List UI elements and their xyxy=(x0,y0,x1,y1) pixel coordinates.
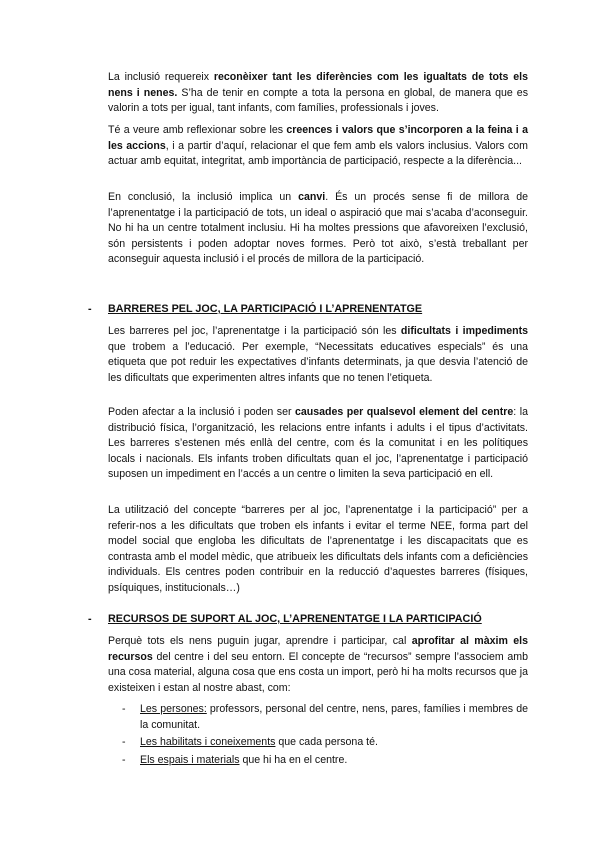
list-dash: - xyxy=(122,703,126,715)
list-item-label: Les persones: xyxy=(140,703,207,715)
bold-run: aprofitar al màxim els recursos xyxy=(108,635,528,663)
heading-text: RECURSOS DE SUPORT AL JOC, L’APRENENTATGE I LA PARTICIPACIÓ xyxy=(108,613,482,625)
text-run: del centre i del seu entorn. El concepte de “recursos” sempre l’associem amb una cosa material, alguna cosa que ens costa un import, però hi ha molts recursos que ja existeixen i estan al nostre abast, com: xyxy=(108,650,528,694)
text-run: Té a veure amb reflexionar sobre les xyxy=(108,124,287,136)
paragraph-conclusion xyxy=(108,190,528,268)
section-heading-barreres xyxy=(88,302,528,317)
bold-run: reconèixer tant les diferències com les igualtats de tots els nens i nenes. xyxy=(108,71,529,99)
paragraph-beliefs-values xyxy=(108,123,528,170)
text-run: . És un procés sense fi de millora de l’aprenentatge i la participació de tots, un ideal o aspiració que mai s’acaba d’aconseguir. No hi ha un centre totalment inclusiu. Hi ha moltes pressions que afavoreixen l’exclusió, són persistents i poden adoptar noves formes. Però tot això, s’està treballant per aconseguir aquesta inclusió i el procés de millora de la participació. xyxy=(108,191,528,266)
list-item-label: Els espais i materials xyxy=(140,753,240,766)
text-run: : la distribució física, l’organització, les relacions entre infants i adults i el tipus d’activitats. Les barreres s’estenen més enllà del centre, com és la comunitat i en les polítiques locals i nacionals. Els infants troben dificultats quan el joc, l’aprenentatge i participació suposen un impediment en l’accés a un centre o limiten la seva participació en ell. xyxy=(108,406,528,481)
text-run: La utilització del concepte “barreres per al joc, l’aprenentatge i la participació” per a referir-nos a les dificultats que troben els infants i evitar el terme NEE, forma part del model social que engloba les dificultats de l’aprenentatge i les discapacitats que es contrasta amb el model mèdic, que atribueix les dificultats dels infants com a deficiències individuals. Els centres poden contribuir en la reducció d’aquestes barreres (físiques, psíquiques, institucionals…) xyxy=(108,504,528,594)
list-dash: - xyxy=(122,736,126,749)
bold-run: dificultats i impediments xyxy=(400,325,528,337)
text-run: , i a partir d’aquí, relacionar el que fem amb els valors inclusius. Valors com actuar amb equitat, integritat, amb importància de participació, respecte a la diferència... xyxy=(108,139,529,168)
text-run: Les barreres pel joc, l’aprenentatge i la participació són les xyxy=(108,325,401,337)
heading-bullet: - xyxy=(88,613,92,625)
bold-run: creences i valors que s’incorporen a la feina i a les accions xyxy=(108,124,528,152)
text-run: Poden afectar a la inclusió i poden ser xyxy=(108,406,296,418)
paragraph-barriers-concept xyxy=(108,503,528,597)
text-run: La inclusió requereix xyxy=(108,71,214,83)
paragraph-barriers-definition xyxy=(108,324,528,386)
list-item xyxy=(122,702,528,733)
list-item-text: que cada persona té. xyxy=(275,736,378,749)
list-item-label: Les habilitats i coneixements xyxy=(140,736,276,749)
list-item-text: professors, personal del centre, nens, pares, famílies i membres de la comunitat. xyxy=(140,703,528,731)
text-run: que trobem a l’educació. Per exemple, “Necessitats educatives especials” és una etiqueta que pot reduir les expectatives d’infants determinats, ja que desvia l’atenció de les dificultats que experimenten altres infants que no tenen l’etiqueta. xyxy=(108,340,528,384)
bold-run: causades per qualsevol element del centre xyxy=(295,406,514,418)
paragraph-resources-intro xyxy=(108,634,528,696)
paragraph-barriers-causes xyxy=(108,405,528,483)
paragraph-inclusion-intro xyxy=(108,70,528,117)
text-run: Perquè tots els nens puguin jugar, aprendre i participar, cal xyxy=(108,635,412,647)
resources-list xyxy=(122,702,528,770)
list-dash: - xyxy=(122,753,126,766)
bold-run: canvi xyxy=(298,191,326,203)
text-run: En conclusió, la inclusió implica un xyxy=(108,191,299,203)
text-run: S’ha de tenir en compte a tota la persona en global, de manera que es valorin a tots per igual, tant infants, com famílies, professionals i joves. xyxy=(108,86,528,115)
heading-bullet: - xyxy=(88,303,92,315)
list-item-text: que hi ha en el centre. xyxy=(239,753,348,766)
list-item xyxy=(122,735,528,751)
heading-text: BARRERES PEL JOC, LA PARTICIPACIÓ I L’APRENENTATGE xyxy=(108,303,423,315)
section-heading-recursos xyxy=(88,612,528,627)
list-item xyxy=(122,753,528,769)
